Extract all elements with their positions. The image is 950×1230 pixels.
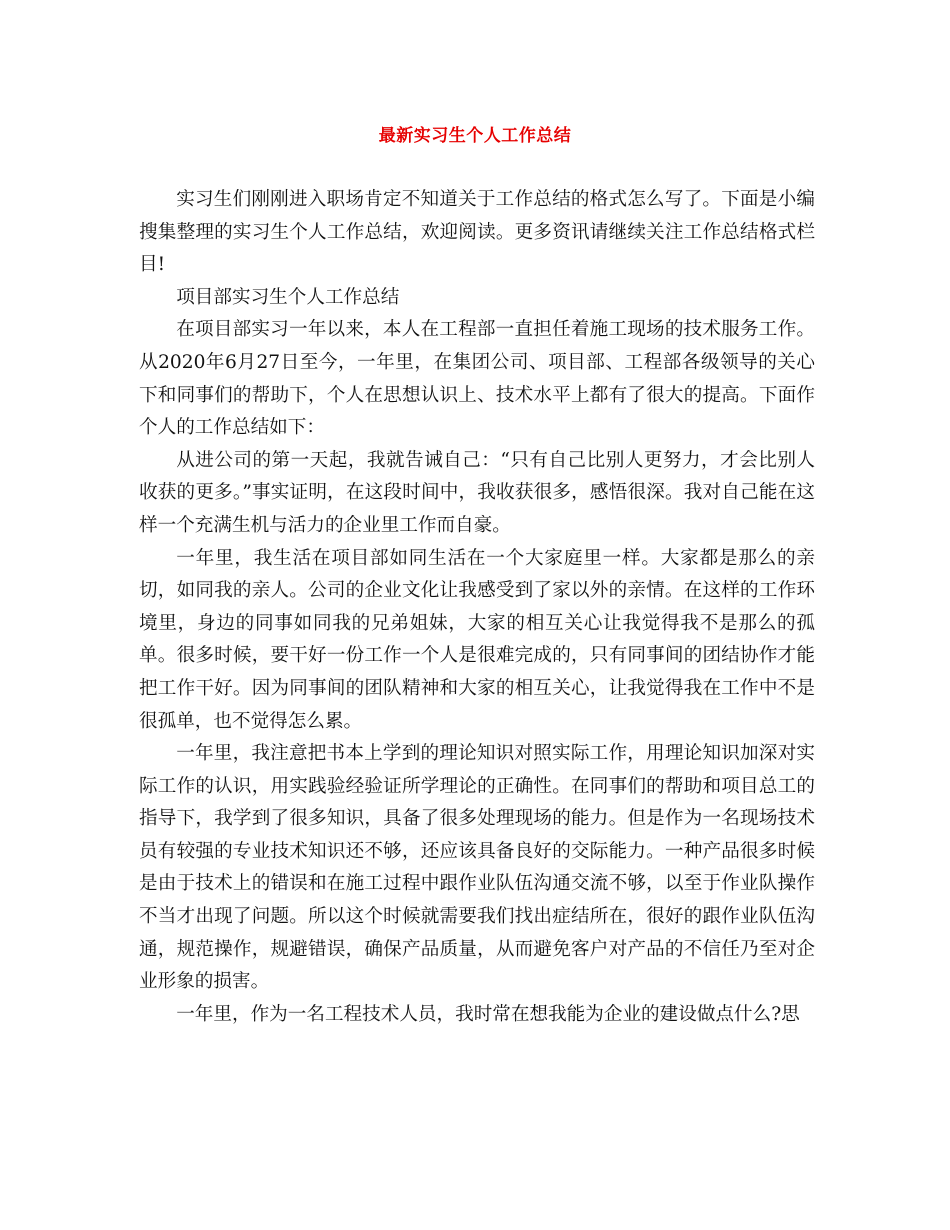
document-body xyxy=(139,184,815,1031)
paragraph-team-life: 一年里，我生活在项目部如同生活在一个大家庭里一样。大家都是那么的亲切，如同我的亲人。公司的企业文化让我感受到了家以外的亲情。在这样的工作环境里，身边的同事如同我的兄弟姐妹，大家的相互关心让我觉得我不是那么的孤单。很多时候，要干好一份工作一个人是很难完成的，只有同事间的团结协作才能把工作干好。因为同事间的团队精神和大家的相互关心，让我觉得我在工作中不是很孤单，也不觉得怎么累。 xyxy=(139,547,815,732)
document-title: 最新实习生个人工作总结 xyxy=(378,126,572,146)
paragraph-intro: 实习生们刚刚进入职场肯定不知道关于工作总结的格式怎么写了。下面是小编搜集整理的实习生个人工作总结，欢迎阅读。更多资讯请继续关注工作总结格式栏目! xyxy=(139,189,815,276)
paragraph-first-day: 从进公司的第一天起，我就告诫自己：“只有自己比别人更努力，才会比别人收获的更多。”事实证明，在这段时间中，我收获很多，感悟很深。我对自己能在这样一个充满生机与活力的企业里工作而自豪。 xyxy=(139,449,815,536)
paragraph-overview: 在项目部实习一年以来，本人在工程部一直担任着施工现场的技术服务工作。从2020年6月27日至今，一年里，在集团公司、项目部、工程部各级领导的关心下和同事们的帮助下，个人在思想认识上、技术水平上都有了很大的提高。下面作个人的工作总结如下： xyxy=(139,319,815,439)
paragraph-reflection: 一年里，作为一名工程技术人员，我时常在想我能为企业的建设做点什么?思 xyxy=(176,1003,800,1025)
paragraph-learning: 一年里，我注意把书本上学到的理论知识对照实际工作，用理论知识加深对实际工作的认识，用实践验经验证所学理论的正确性。在同事们的帮助和项目总工的指导下，我学到了很多知识，具备了很多处理现场的能力。但是作为一名现场技术员有较强的专业技术知识还不够，还应该具备良好的交际能力。一种产品很多时候是由于技术上的错误和在施工过程中跟作业队伍沟通交流不够，以至于作业队操作不当才出现了问题。所以这个时候就需要我们找出症结所在，很好的跟作业队伍沟通，规范操作，规避错误，确保产品质量，从而避免客户对产品的不信任乃至对企业形象的损害。 xyxy=(139,743,815,993)
paragraph-subheading: 项目部实习生个人工作总结 xyxy=(176,286,400,308)
